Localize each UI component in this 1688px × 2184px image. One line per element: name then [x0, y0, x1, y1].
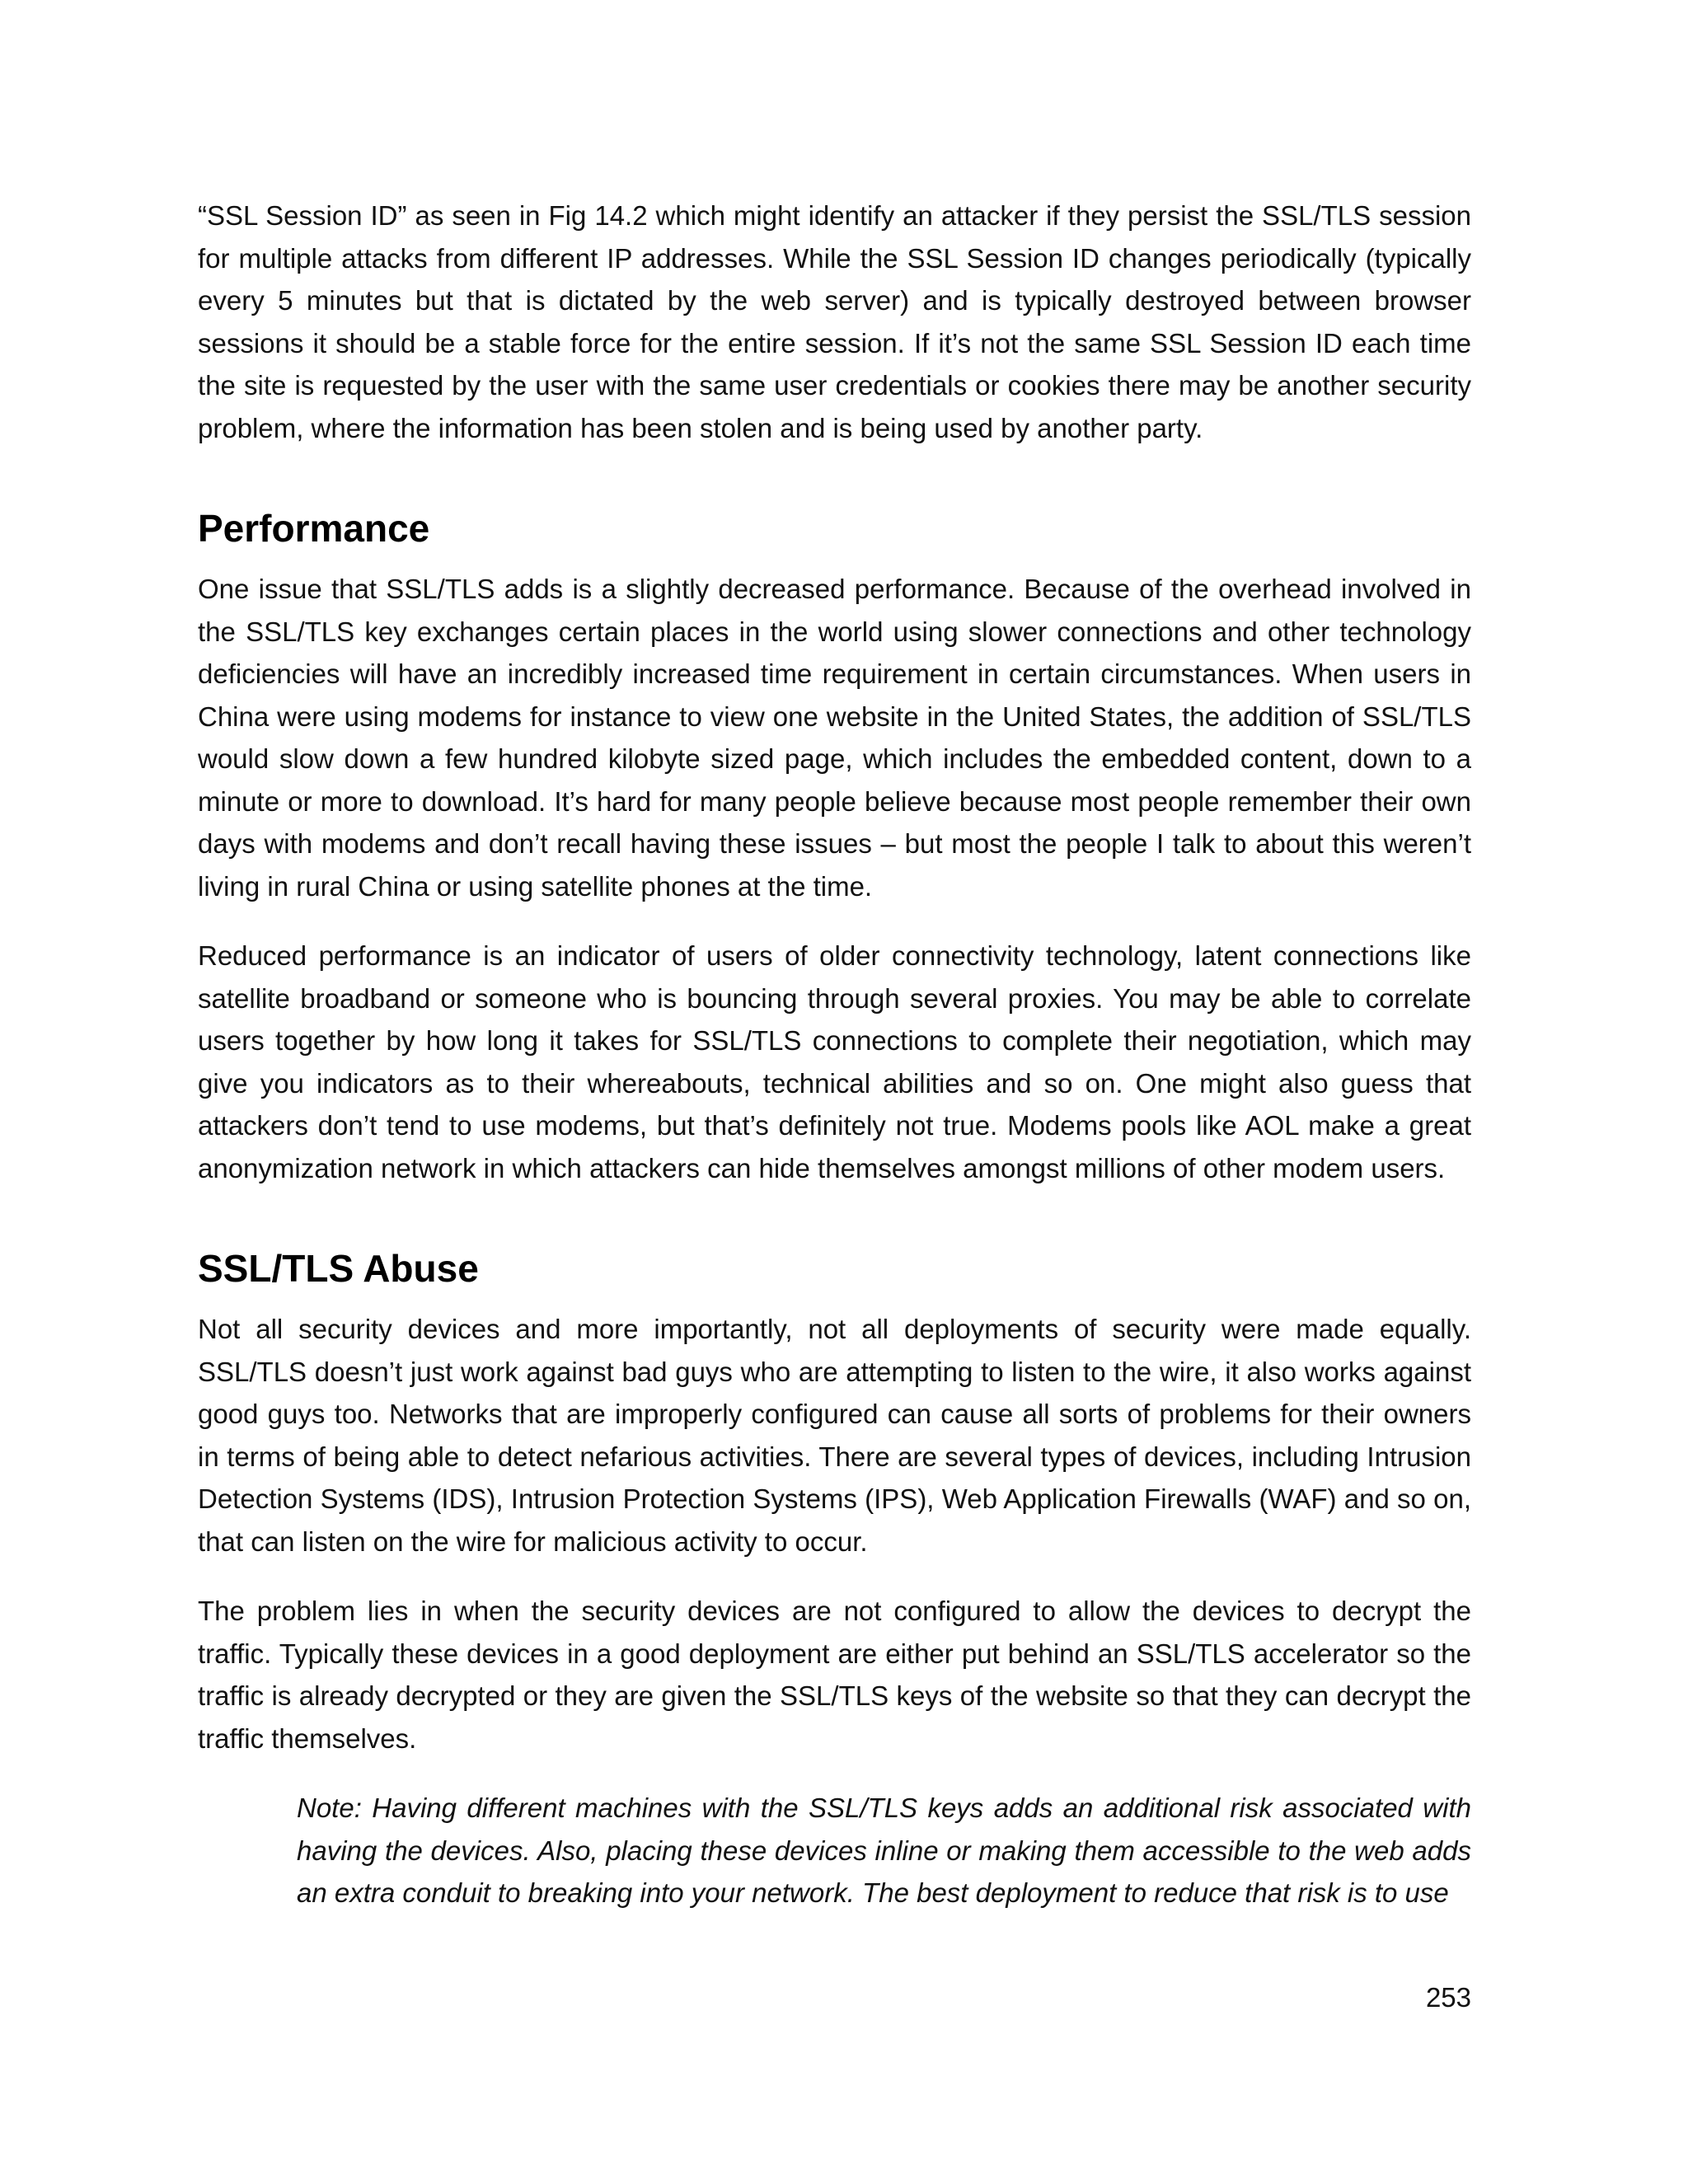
performance-paragraph-2: Reduced performance is an indicator of users of older connectivity technology, latent connections like satellite broadband or someone who is bouncing through several proxies. You may be able to correlate users together by how long it takes for SSL/TLS connections to complete their negotiation, which may give you indicators as to their whereabouts, technical abilities and so on. One might also guess that attackers don’t tend to use modems, but that’s definitely not true. Modems pools like AOL make a great anonymization network in which attackers can hide themselves amongst millions of other modem users.: [198, 940, 1471, 1183]
performance-heading: Performance: [198, 507, 430, 550]
abuse-paragraph-1: Not all security devices and more importantly, not all deployments of security were made equally. SSL/TLS doesn’t just work against bad guys who are attempting to listen to the wire, it also works against good guys too. Networks that are improperly configured can cause all sorts of problems for their owners in terms of being able to detect nefarious activities. There are several types of devices, including Intrusion Detection Systems (IDS), Intrusion Protection Systems (IPS), Web Application Firewalls (WAF) and so on, that can listen on the wire for malicious activity to occur.: [198, 1314, 1471, 1557]
page-content: [198, 194, 1471, 1915]
performance-paragraph-1: One issue that SSL/TLS adds is a slightly decreased performance. Because of the overhead involved in the SSL/TLS key exchanges certain places in the world using slower connections and other technology deficiencies will have an incredibly increased time requirement in certain circumstances. When users in China were using modems for instance to view one website in the United States, the addition of SSL/TLS would slow down a few hundred kilobyte sized page, which includes the embedded content, down to a minute or more to download. It’s hard for many people believe because most people remember their own days with modems and don’t recall having these issues – but most the people I talk to about this weren’t living in rural China or using satellite phones at the time.: [198, 574, 1471, 902]
ssl-tls-abuse-heading: SSL/TLS Abuse: [198, 1247, 479, 1290]
abuse-paragraph-2: The problem lies in when the security devices are not configured to allow the devices to decrypt the traffic. Typically these devices in a good deployment are either put behind an SSL/TLS accelerator so the traffic is already decrypted or they are given the SSL/TLS keys of the website so that they can decrypt the traffic themselves.: [198, 1596, 1471, 1754]
page-number: 253: [1425, 1982, 1471, 2013]
note-paragraph: Note: Having different machines with the SSL/TLS keys adds an additional risk associated with having the devices. Also, placing these devices inline or making them accessible to the web adds an extra conduit to breaking into your network. The best deployment to reduce that risk is to use: [297, 1793, 1471, 1908]
intro-paragraph: “SSL Session ID” as seen in Fig 14.2 which might identify an attacker if they persist the SSL/TLS session for multiple attacks from different IP addresses. While the SSL Session ID changes periodically (typically every 5 minutes but that is dictated by the web server) and is typically destroyed between browser sessions it should be a stable force for the entire session. If it’s not the same SSL Session ID each time the site is requested by the user with the same user credentials or cookies there may be another security problem, where the information has been stolen and is being used by another party.: [198, 200, 1471, 443]
